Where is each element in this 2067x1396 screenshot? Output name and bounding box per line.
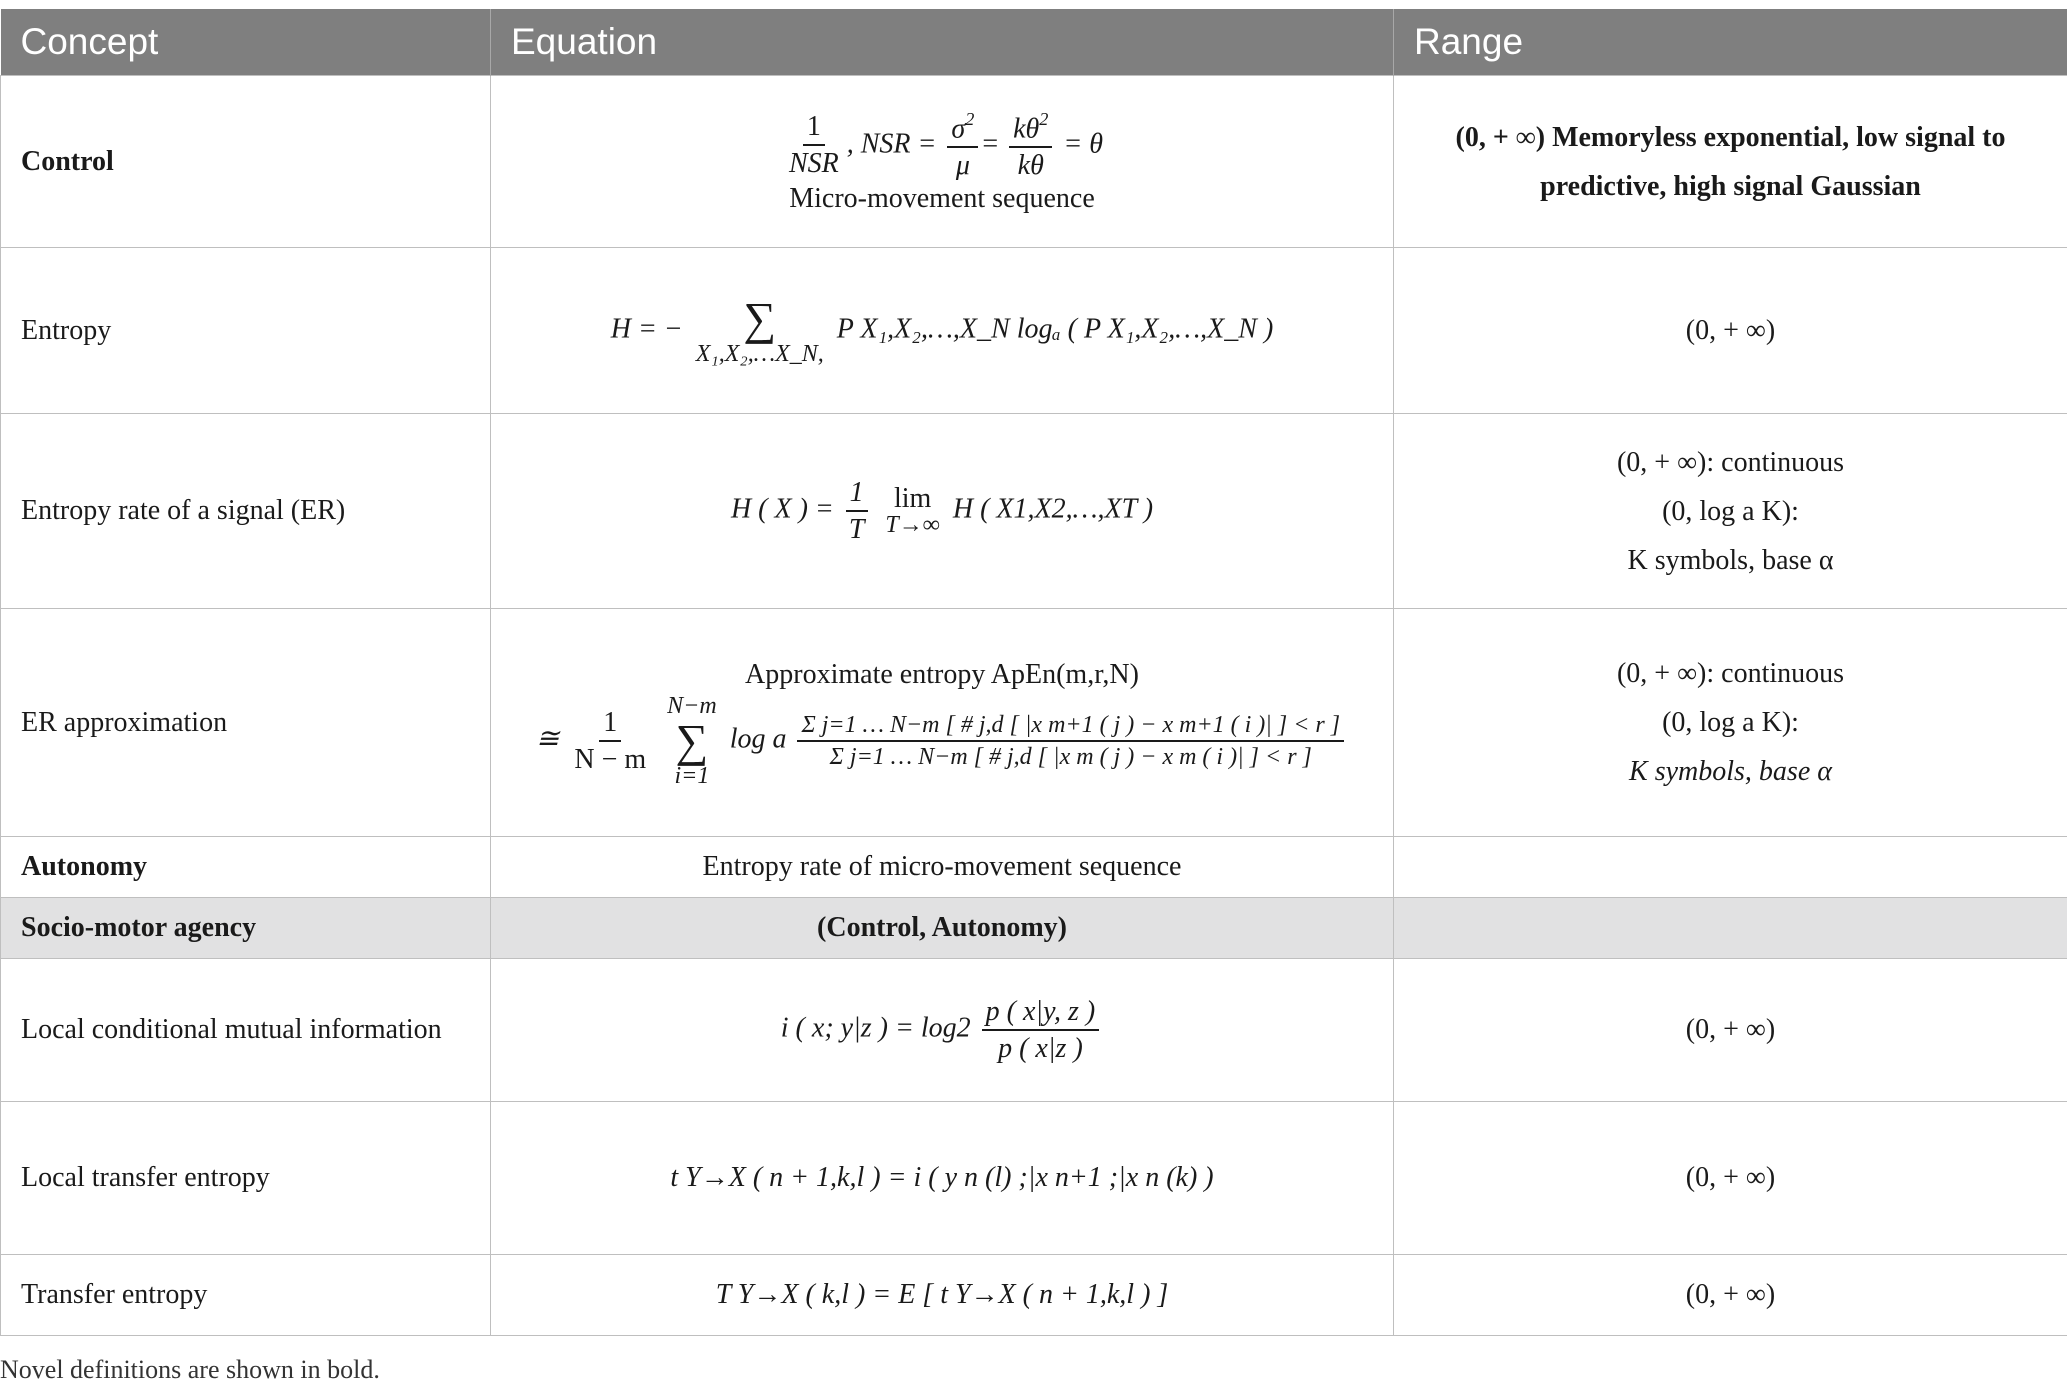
range-cell [1394, 414, 2067, 609]
header-equation: Equation [491, 9, 1394, 76]
table-row [1, 1102, 2067, 1255]
summation: ∑ X₁,X₂,…X_N, [695, 292, 824, 367]
header-range: Range [1394, 9, 2067, 76]
concept-cell: Local conditional mutual information [1, 959, 491, 1102]
entropy-body: P X₁,X₂,…,X_N logₐ ( P X₁,X₂,…,X_N ) [836, 312, 1274, 344]
table-row [1, 1255, 2067, 1336]
theta-result: = θ [1063, 127, 1104, 159]
table-row [1, 76, 2067, 248]
table-row [1, 609, 2067, 837]
range-line: (0, + ∞): continuous [1616, 658, 1845, 689]
fraction [947, 108, 978, 184]
concept-cell: Entropy [1, 248, 491, 414]
concept-cell: Entropy rate of a signal (ER) [1, 414, 491, 609]
range-cell [1394, 837, 2067, 898]
nsr-label: , NSR = [846, 127, 937, 159]
denominator: μ [955, 150, 970, 182]
cmi-lhs: i ( x; y|z ) = log2 [780, 1012, 971, 1044]
entropy-lhs: H = − [610, 312, 683, 344]
fraction: $\frac{1}{N - m}$ [574, 706, 647, 775]
concept-cell: Socio-motor agency [1, 898, 491, 959]
equation-cell [491, 414, 1394, 609]
definitions-table [0, 9, 2067, 1336]
concept-cell: Autonomy [1, 837, 491, 898]
range-cell [1394, 898, 2067, 959]
header-concept: Concept [1, 9, 491, 76]
denominator: kθ [1017, 150, 1044, 182]
fraction [1009, 108, 1052, 184]
numerator: $\sigma^2$ [947, 108, 978, 149]
numerator: 1 [803, 109, 825, 146]
equation-cell: Entropy rate of micro-movement sequence [491, 837, 1394, 898]
range-cell: (0, + ∞) [1394, 1255, 2067, 1336]
range-cell: (0, + ∞) [1394, 248, 2067, 414]
fraction [845, 475, 869, 547]
equation-cell: (Control, Autonomy) [491, 898, 1394, 959]
range-interval: (0, + ∞) [1455, 121, 1546, 153]
numerator: 1 [846, 475, 868, 512]
range-line: K symbols, base α [1629, 756, 1832, 787]
equation-caption: Micro-movement sequence [789, 183, 1095, 215]
limit: lim T→∞ [885, 483, 940, 538]
concept-cell: ER approximation [1, 609, 491, 837]
range-line: (0, log a K): [1662, 707, 1799, 738]
equation-cell: T Y→X ( k,l ) = E [ t Y→X ( n + 1,k,l ) ] [491, 1255, 1394, 1336]
range-cell [1394, 609, 2067, 837]
numerator: $k\theta^2$ [1009, 108, 1052, 149]
concept-cell: Local transfer entropy [1, 1102, 491, 1255]
range-description: Memoryless exponential, low signal to predictive, high signal Gaussian [1540, 121, 2006, 202]
concept-cell: Transfer entropy [1, 1255, 491, 1336]
table-footnote: Novel definitions are shown in bold. [0, 1355, 380, 1384]
range-cell: (0, + ∞) [1394, 959, 2067, 1102]
equation-cell: t Y→X ( n + 1,k,l ) = i ( y n (l) ;|x n+1 ;|x n (k) ) [491, 1102, 1394, 1255]
equation-cell [491, 248, 1394, 414]
er-lhs: H ( X ) = [730, 493, 834, 525]
ratio: $\frac{\text{Σ j=1 … N−m [ \# j,d [ |x m+1 ( j ) − x m+1 ( i )| ] < r ]}}{\text{Σ j=1 … N−m [ \# j,d [ |x m ( j ) − x m ( i )| ] < r ]}}$ [797, 710, 1344, 772]
equation-cell [491, 609, 1394, 837]
table-row [1, 959, 2067, 1102]
equation-cell [491, 959, 1394, 1102]
header-row [1, 9, 2067, 76]
table-row [1, 898, 2067, 959]
summation: N−m ∑ i=1 [667, 692, 717, 789]
log-term: log a [729, 723, 787, 755]
equation-cell [491, 76, 1394, 248]
fraction [785, 109, 843, 181]
fraction: $\frac{p ( x|y, z )}{p ( x|z )}$ [982, 994, 1100, 1066]
denominator: NSR [788, 148, 839, 180]
er-body: H ( X1,X2,…,XT ) [952, 493, 1154, 525]
range-line: (0, log a K): [1662, 495, 1799, 527]
range-line: K symbols, base α [1627, 544, 1834, 576]
table-row [1, 837, 2067, 898]
table-row [1, 248, 2067, 414]
concept-cell: Control [1, 76, 491, 248]
range-cell [1394, 76, 2067, 248]
denominator: T [848, 514, 865, 545]
equation-title: Approximate entropy ApEn(m,r,N) [745, 659, 1139, 691]
control-formula: $\frac{1}{\text{NSR}}$ , NSR = $\frac{\sigma^2}{\mu}$ = $\frac{k\theta^2}{k\theta}$ = θ [491, 108, 1393, 184]
apen-formula: ≅ $\frac{1}{N - m}$ N−m ∑ i=1 log a $\frac{\text{Σ j=1 … N−m [ \# j,d [ |x m+1 ( j ) − x m+1 ( i )| ] < r ]}}{\text{Σ j=1 … N−m [ \# j,d [ |x m ( j ) − x m ( i )| ] < r ]}}$ [491, 694, 1393, 788]
range-cell: (0, + ∞) [1394, 1102, 2067, 1255]
sum-subscript: X₁,X₂,…X_N, [695, 340, 824, 367]
range-line: (0, + ∞): continuous [1616, 446, 1845, 478]
table-row [1, 414, 2067, 609]
